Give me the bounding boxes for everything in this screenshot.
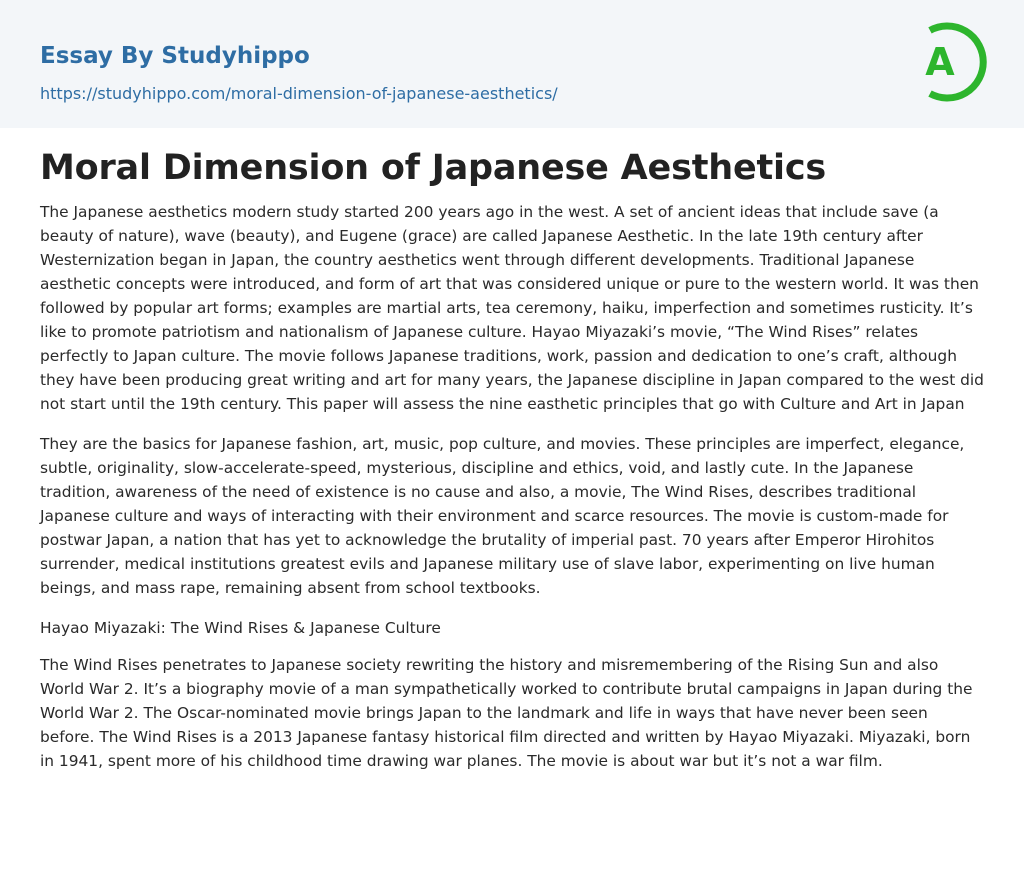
- page-title: Moral Dimension of Japanese Aesthetics: [40, 148, 827, 188]
- article-body: [0, 145, 1024, 773]
- logo-letter: A: [925, 40, 955, 84]
- paragraph-2: They are the basics for Japanese fashion, art, music, pop culture, and movies. These principles are imperfect, elegance, subtle, originality, slow-accelerate-speed, mysterious, discipline and ethics, void, and lastly cute. In the Japanese tradition, awareness of the need of existence is no cause and also, a movie, The Wind Rises, describes traditional Japanese culture and ways of interacting with their environment and scarce resources. The movie is custom-made for postwar Japan, a nation that has yet to acknowledge the brutality of imperial past. 70 years after Emperor Hirohitos surrender, medical institutions greatest evils and Japanese military use of slave labor, experimenting on live human beings, and mass rape, remaining absent from school textbooks.: [40, 435, 965, 597]
- paragraph-3: The Wind Rises penetrates to Japanese society rewriting the history and misremembering of the Rising Sun and also World War 2. It’s a biography movie of a man sympathetically worked to contribute brutal campaigns in Japan during the World War 2. The Oscar-nominated movie brings Japan to the landmark and life in ways that have never been seen before. The Wind Rises is a 2013 Japanese fantasy historical film directed and written by Hayao Miyazaki. Miyazaki, born in 1941, spent more of his childhood time drawing war planes. The movie is about war but it’s not a war film.: [40, 656, 973, 770]
- site-brand[interactable]: Essay By Studyhippo: [40, 43, 310, 69]
- studyhippo-logo-icon[interactable]: [908, 18, 988, 106]
- section-subheading: Hayao Miyazaki: The Wind Rises & Japanese Culture: [40, 619, 441, 637]
- site-header: [0, 0, 1024, 128]
- source-url-link[interactable]: https://studyhippo.com/moral-dimension-of-japanese-aesthetics/: [40, 84, 558, 103]
- paragraph-1: The Japanese aesthetics modern study started 200 years ago in the west. A set of ancient ideas that include save (a beauty of nature), wave (beauty), and Eugene (grace) are called Japanese Aesthetic. In the late 19th century after Westernization began in Japan, the country aesthetics went through different developments. Traditional Japanese aesthetic concepts were introduced, and form of art that was considered unique or pure to the western world. It was then followed by popular art forms; examples are martial arts, tea ceremony, haiku, imperfection and sometimes rusticity. It’s like to promote patriotism and nationalism of Japanese culture. Hayao Miyazaki’s movie, “The Wind Rises” relates perfectly to Japan culture. The movie follows Japanese traditions, work, passion and dedication to one’s craft, although they have been producing great writing and art for many years, the Japanese discipline in Japan compared to the west did not start until the 19th century. This paper will assess the nine easthetic principles that go with Culture and Art in Japan: [40, 203, 984, 413]
